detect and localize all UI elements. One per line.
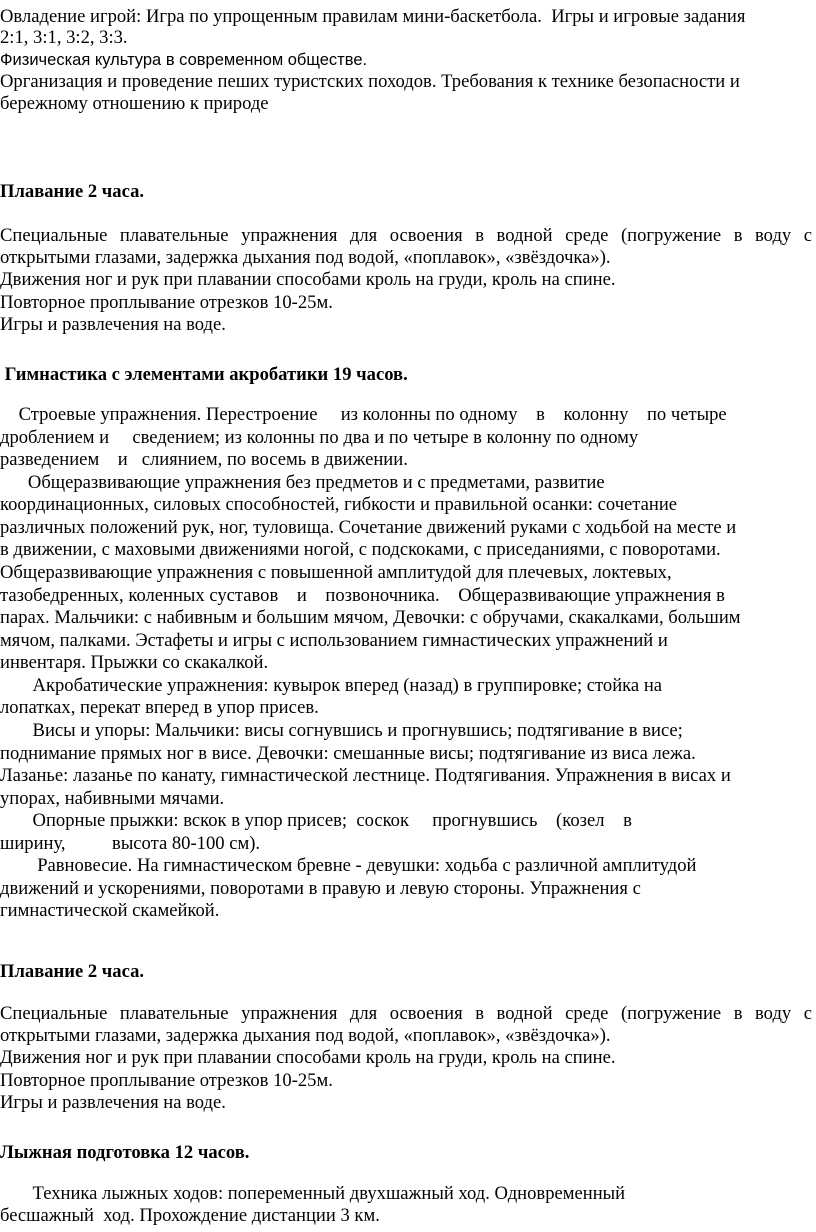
text-line: инвентаря. Прыжки со скакалкой. bbox=[0, 652, 269, 673]
text-line: лопатках, перекат вперед в упор присев. bbox=[0, 697, 319, 718]
text-line: дроблением и сведением; из колонны по два и по четыре в колонну по одному bbox=[0, 427, 639, 448]
text-line: Специальные плавательные упражнения для освоения в водной среде (погружение в воду с bbox=[0, 225, 812, 246]
text-line: Равновесие. На гимнастическом бревне - девушки: ходьба с различной амплитудой bbox=[0, 855, 697, 876]
text-line: Акробатические упражнения: кувырок вперед (назад) в группировке; стойка на bbox=[0, 675, 663, 696]
text-line: Лазанье: лазанье по канату, гимнастической лестнице. Подтягивания. Упражнения в висах и bbox=[0, 765, 731, 786]
section-heading-gymnastics: Гимнастика с элементами акробатики 19 часов. bbox=[0, 364, 408, 385]
text-line: упорах, набивными мячами. bbox=[0, 788, 225, 809]
text-line: Движения ног и рук при плавании способами кроль на груди, кроль на спине. bbox=[0, 1047, 616, 1068]
text-line: Опорные прыжки: вскок в упор присев; соскок прогнувшись (козел в bbox=[0, 810, 632, 831]
text-line: Техника лыжных ходов: попеременный двухшажный ход. Одновременный bbox=[0, 1183, 626, 1204]
section-heading-skiing: Лыжная подготовка 12 часов. bbox=[0, 1142, 250, 1163]
text-line: ширину, высота 80-100 см). bbox=[0, 833, 261, 854]
text-line: мячом, палками. Эстафеты и игры с использованием гимнастических упражнений и bbox=[0, 630, 668, 651]
text-line: бережному отношению к природе bbox=[0, 93, 269, 114]
text-line: Повторное проплывание отрезков 10-25м. bbox=[0, 292, 333, 313]
section-heading-swimming: Плавание 2 часа. bbox=[0, 961, 145, 982]
text-line: гимнастической скамейкой. bbox=[0, 900, 220, 921]
text-line: разведением и слиянием, по восемь в движении. bbox=[0, 449, 408, 470]
text-line: Движения ног и рук при плавании способами кроль на груди, кроль на спине. bbox=[0, 269, 616, 290]
text-line: открытыми глазами, задержка дыхания под водой, «поплавок», «звёздочка»). bbox=[0, 1025, 611, 1046]
text-line: тазобедренных, коленных суставов и позвоночника. Общеразвивающие упражнения в bbox=[0, 585, 725, 606]
text-line: Игры и развлечения на воде. bbox=[0, 1092, 226, 1113]
text-line: Строевые упражнения. Перестроение из колонны по одному в колонну по четыре bbox=[0, 404, 727, 425]
text-line: бесшажный ход. Прохождение дистанции 3 км. bbox=[0, 1205, 380, 1226]
text-line: координационных, силовых способностей, гибкости и правильной осанки: сочетание bbox=[0, 494, 678, 515]
text-line: поднимание прямых ног в висе. Девочки: смешанные висы; подтягивание из виса лежа. bbox=[0, 743, 696, 764]
text-line: Повторное проплывание отрезков 10-25м. bbox=[0, 1070, 333, 1091]
text-line: Общеразвивающие упражнения без предметов и с предметами, развитие bbox=[0, 472, 605, 493]
text-line: открытыми глазами, задержка дыхания под водой, «поплавок», «звёздочка»). bbox=[0, 247, 611, 268]
text-line: в движении, с маховыми движениями ногой, с подскоками, с приседаниями, с поворотами. bbox=[0, 539, 721, 560]
text-line: различных положений рук, ног, туловища. Сочетание движений руками с ходьбой на месте и bbox=[0, 517, 737, 538]
text-line: Висы и упоры: Мальчики: висы согнувшись и прогнувшись; подтягивание в висе; bbox=[0, 720, 683, 741]
text-line: Специальные плавательные упражнения для освоения в водной среде (погружение в воду с bbox=[0, 1003, 812, 1024]
section-heading-physical-culture: Физическая культура в современном обществе. bbox=[0, 51, 368, 69]
text-line: Общеразвивающие упражнения с повышенной амплитудой для плечевых, локтевых, bbox=[0, 562, 672, 583]
text-line: парах. Мальчики: с набивным и большим мячом, Девочки: с обручами, скакалками, большим bbox=[0, 607, 741, 628]
text-line: Игры и развлечения на воде. bbox=[0, 314, 226, 335]
text-line: движений и ускорениями, поворотами в правую и левую стороны. Упражнения с bbox=[0, 878, 641, 899]
text-line: 2:1, 3:1, 3:2, 3:3. bbox=[0, 27, 128, 48]
text-line: Овладение игрой: Игра по упрощенным правилам мини-баскетбола. Игры и игровые задания bbox=[0, 6, 746, 27]
section-heading-swimming: Плавание 2 часа. bbox=[0, 181, 145, 202]
text-line: Организация и проведение пеших туристских походов. Требования к технике безопасности и bbox=[0, 71, 740, 92]
